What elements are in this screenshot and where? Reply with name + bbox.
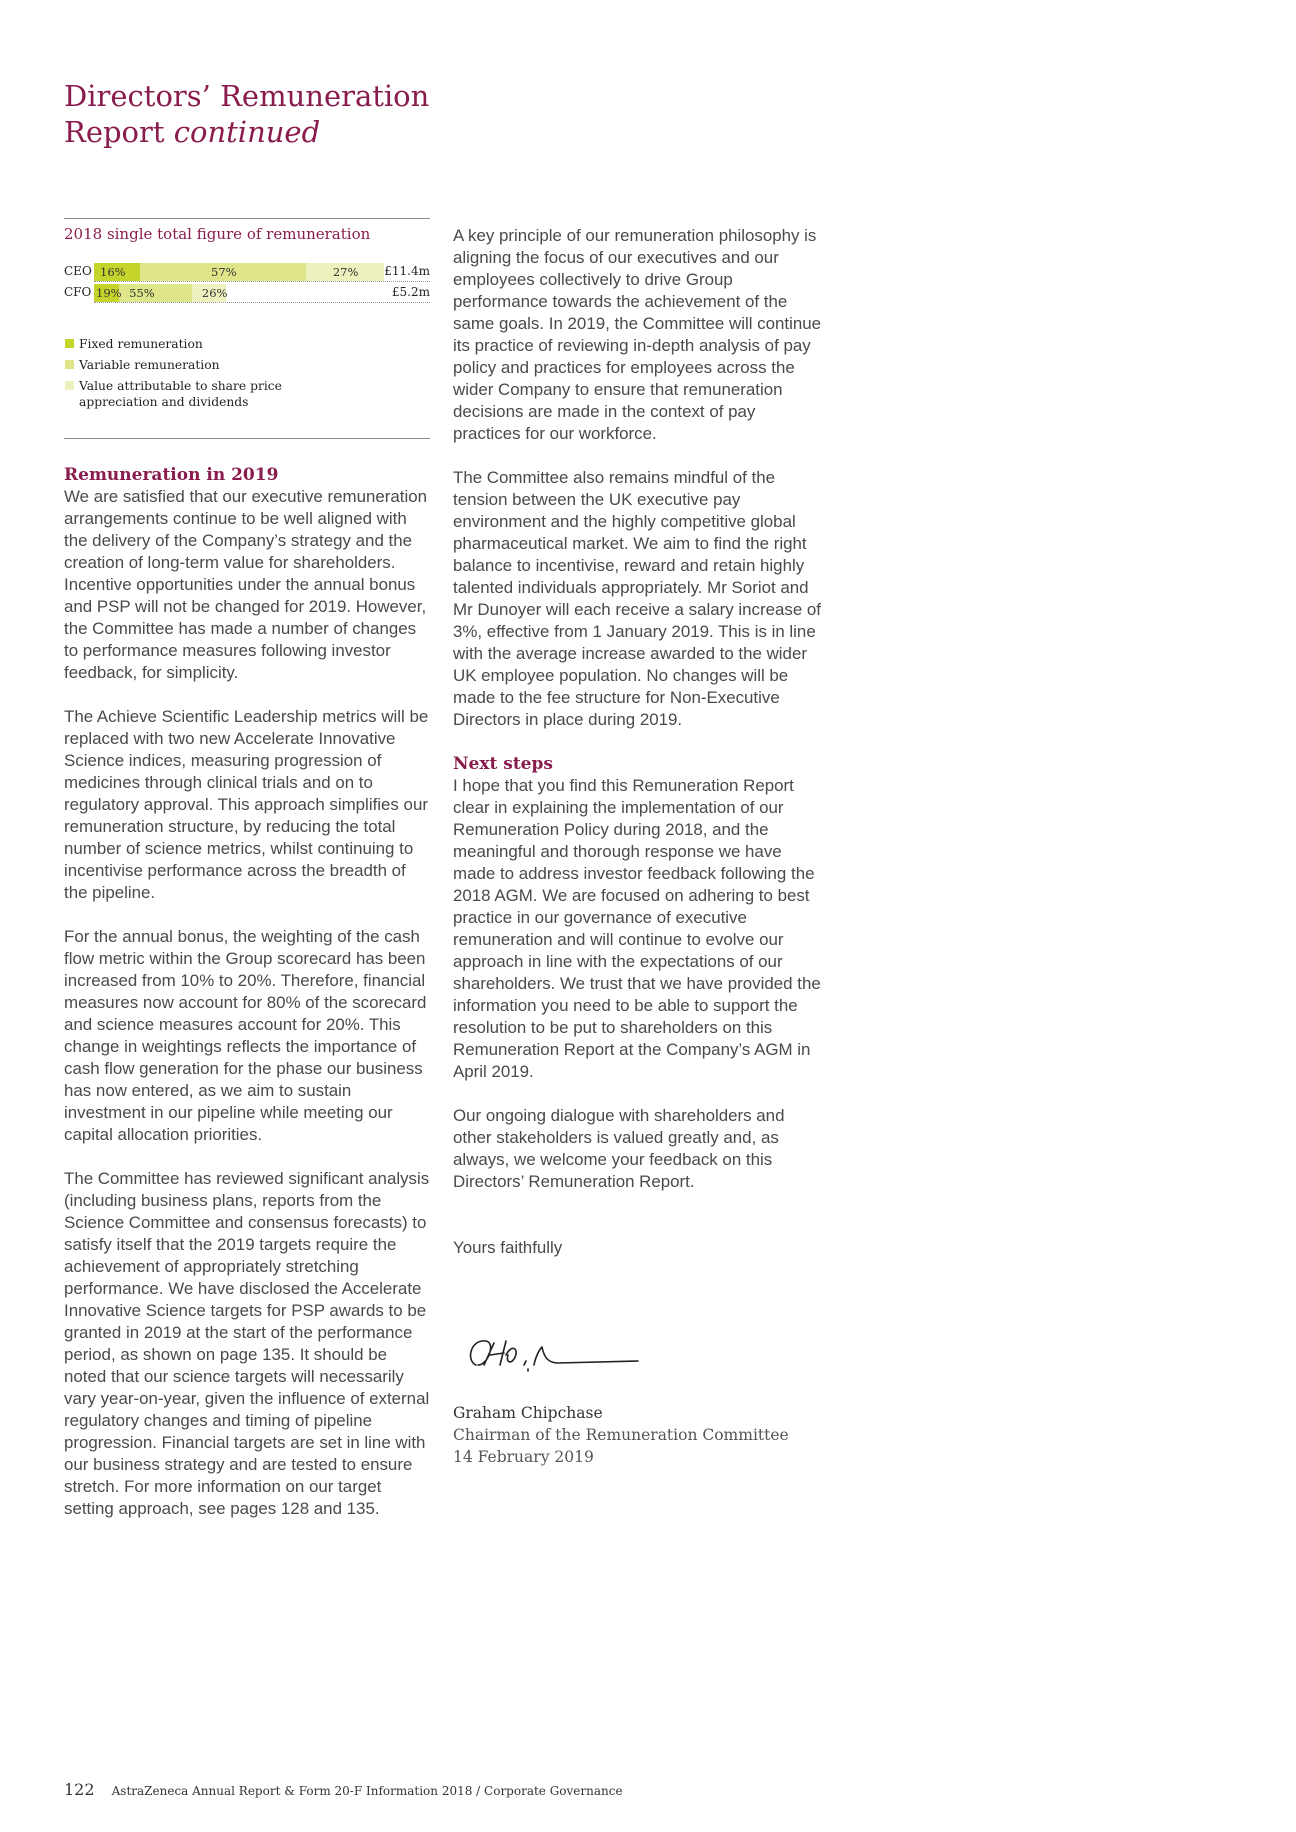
section-heading: Next steps <box>453 754 553 774</box>
legend-item-share-price <box>64 378 364 410</box>
signer-role: Chairman of the Remuneration Committee <box>453 1426 789 1444</box>
legend-label: Value attributable to share price <box>79 379 282 393</box>
chart-track <box>94 262 430 282</box>
signature-date: 14 February 2019 <box>453 1448 594 1466</box>
paragraph: We are satisfied that our executive remuneration arrangements continue to be well aligned with the delivery of the Company’s strategy and the creation of long-term value for shareholders. Incentive opportunities under the annual bonus and PSP will not be changed for 2019. However, the Committee has made a number of changes to performance measures following investor feedback, for simplicity. <box>64 487 428 682</box>
page-title <box>64 78 429 150</box>
title-line-1: Directors’ Remuneration <box>64 79 430 113</box>
chart-legend <box>64 336 364 415</box>
page-number: 122 <box>64 1780 95 1799</box>
data-label-cfo-fixed: 19% <box>96 286 122 300</box>
right-column <box>453 225 825 1281</box>
legend-swatch <box>65 339 74 348</box>
chart-title: 2018 single total figure of remuneration <box>64 225 371 243</box>
paragraph: I hope that you find this Remuneration Report clear in explaining the implementation of our Remuneration Policy during 2018, and the meaningful and thorough response we have made to address investor feedback following the 2018 AGM. We are focused on adhering to best practice in our governance of executive remuneration and will continue to evolve our approach in line with the expectations of our shareholders. We trust that we have provided the information you need to be able to support the resolution to be put to shareholders on this Remuneration Report at the Company’s AGM in April 2019. <box>453 776 821 1081</box>
chart-total-ceo: £11.4m <box>384 264 430 278</box>
legend-item-fixed <box>64 336 364 352</box>
data-label-cfo-share-price: 26% <box>201 286 228 300</box>
chart-row-ceo <box>64 262 430 282</box>
footer-text: AstraZeneca Annual Report & Form 20-F Information 2018 / Corporate Governance <box>111 1784 623 1798</box>
chart-bottom-rule <box>64 438 430 439</box>
paragraph: The Committee also remains mindful of the tension between the UK executive pay environment and the highly competitive global pharmaceutical market. We aim to find the right balance to incentivise, reward and retain highly talented individuals appropriately. Mr Soriot and Mr Dunoyer will each receive a salary increase of 3%, effective from 1 January 2019. This is in line with the average increase awarded to the wider UK employee population. No changes will be made to the fee structure for Non-Executive Directors in place during 2019. <box>453 468 821 729</box>
chart-category-label: CFO <box>64 285 92 299</box>
paragraph: The Achieve Scientific Leadership metrics will be replaced with two new Accelerate Innovative Science indices, measuring progression of medicines through clinical trials and on to regulatory approval. This approach simplifies our remuneration structure, by reducing the total number of science metrics, whilst continuing to incentivise performance across the breadth of the pipeline. <box>64 707 429 902</box>
chart-track <box>94 283 430 303</box>
closing: Yours faithfully <box>453 1238 563 1257</box>
chart-top-rule <box>64 218 430 219</box>
legend-item-variable <box>64 357 364 373</box>
legend-label-cont: appreciation and dividends <box>79 395 249 409</box>
paragraph: A key principle of our remuneration philosophy is aligning the focus of our executives and our employees collectively to drive Group performance towards the achievement of the same goals. In 2019, the Committee will continue its practice of reviewing in-depth analysis of pay policy and practices for employees across the wider Company to ensure that remuneration decisions are made in the context of pay practices for our workforce. <box>453 226 822 443</box>
chart-category-label: CEO <box>64 264 92 278</box>
paragraph: For the annual bonus, the weighting of the cash flow metric within the Group scorecard has been increased from 10% to 20%. Therefore, financial measures now account for 80% of the scorecard and science measures account for 20%. This change in weightings reflects the importance of cash flow generation for the phase our business has now entered, as we aim to sustain investment in our pipeline while meeting our capital allocation priorities. <box>64 927 427 1144</box>
legend-label: Fixed remuneration <box>79 337 203 351</box>
data-label-ceo-fixed: 16% <box>100 265 126 279</box>
chart-row-cfo <box>64 283 430 303</box>
legend-swatch <box>65 360 74 369</box>
chart-total-cfo: £5.2m <box>391 285 430 299</box>
signer-name: Graham Chipchase <box>453 1404 603 1422</box>
page-footer <box>64 1780 623 1799</box>
title-line-2: Report <box>64 115 174 149</box>
data-label-ceo-share-price: 27% <box>332 265 359 279</box>
data-label-cfo-variable: 55% <box>129 286 155 300</box>
signature-block <box>453 1402 825 1468</box>
left-column <box>64 464 430 1542</box>
paragraph: The Committee has reviewed significant analysis (including business plans, reports from the Science Committee and consensus forecasts) to satisfy itself that the 2019 targets require the achievement of appropriately stretching performance. We have disclosed the Accelerate Innovative Science targets for PSP awards to be granted in 2019 at the start of the performance period, as shown on page 135. It should be noted that our science targets will necessarily vary year-on-year, given the influence of external regulatory changes and timing of pipeline progression. Financial targets are set in line with our business strategy and are tested to ensure stretch. For more information on our target setting approach, see pages 128 and 135. <box>64 1169 430 1518</box>
section-heading: Remuneration in 2019 <box>64 465 279 485</box>
paragraph: Our ongoing dialogue with shareholders and other stakeholders is valued greatly and, as always, we welcome your feedback on this Directors’ Remuneration Report. <box>453 1106 785 1191</box>
signature-image <box>462 1325 642 1385</box>
legend-swatch <box>65 381 74 390</box>
data-label-ceo-variable: 57% <box>211 265 237 279</box>
title-continued: continued <box>173 115 321 149</box>
legend-label: Variable remuneration <box>79 358 220 372</box>
